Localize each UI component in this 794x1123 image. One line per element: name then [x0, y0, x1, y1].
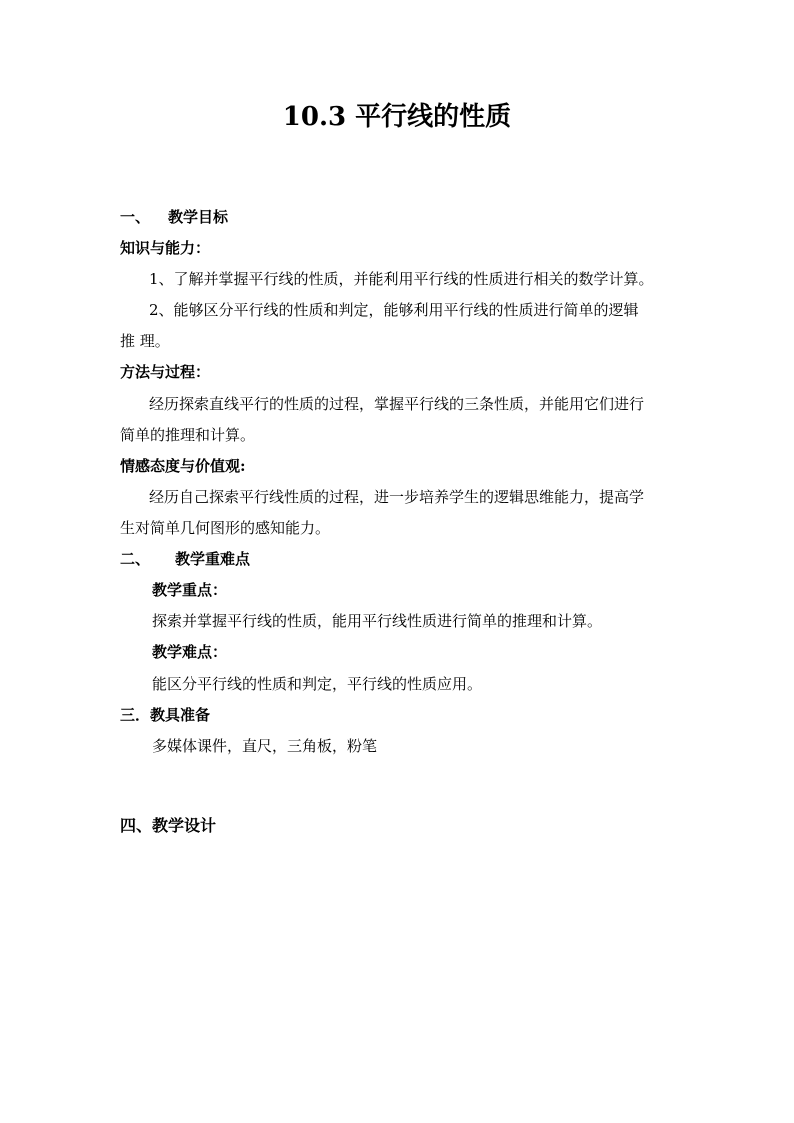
emotion-text-line-1: 经历自己探索平行线性质的过程，进一步培养学生的逻辑思维能力，提高学: [149, 488, 645, 506]
emotion-text-line-2: 生对简单几何图形的感知能力。: [120, 519, 331, 537]
knowledge-item-2-line-1: 2、能够区分平行线的性质和判定，能够利用平行线的性质进行简单的逻辑: [149, 301, 639, 319]
difficulty-text: 能区分平行线的性质和判定，平行线的性质应用。: [152, 675, 483, 693]
method-heading: 方法与过程：: [120, 363, 211, 381]
section-3-heading: 三．教具准备: [120, 706, 211, 724]
knowledge-item-1: 1、了解并掌握平行线的性质，并能利用平行线的性质进行相关的数学计算。: [149, 270, 654, 288]
tools-text: 多媒体课件，直尺，三角板，粉笔: [152, 737, 378, 755]
section-1-number: 一、: [120, 208, 151, 226]
method-text-line-2: 简单的推理和计算。: [120, 426, 256, 444]
section-2-number: 二、: [120, 550, 151, 568]
section-2-heading: [120, 548, 676, 570]
section-4-heading: 四、教学设计: [120, 816, 217, 835]
key-point-heading: 教学重点：: [152, 581, 228, 599]
knowledge-heading: 知识与能力：: [120, 239, 211, 257]
method-text-line-1: 经历探索直线平行的性质的过程，掌握平行线的三条性质，并能用它们进行: [149, 395, 645, 413]
key-point-text: 探索并掌握平行线的性质，能用平行线性质进行简单的推理和计算。: [152, 612, 603, 630]
difficulty-heading: 教学难点：: [152, 643, 228, 661]
section-2-title: 教学重难点: [175, 550, 251, 568]
page-title: 10.3 平行线的性质: [282, 102, 512, 132]
emotion-heading: 情感态度与价值观:: [120, 457, 246, 475]
section-1-heading: [120, 206, 676, 228]
knowledge-item-2-line-2: 推 理。: [120, 332, 170, 350]
section-1-title: 教学目标: [168, 208, 229, 226]
